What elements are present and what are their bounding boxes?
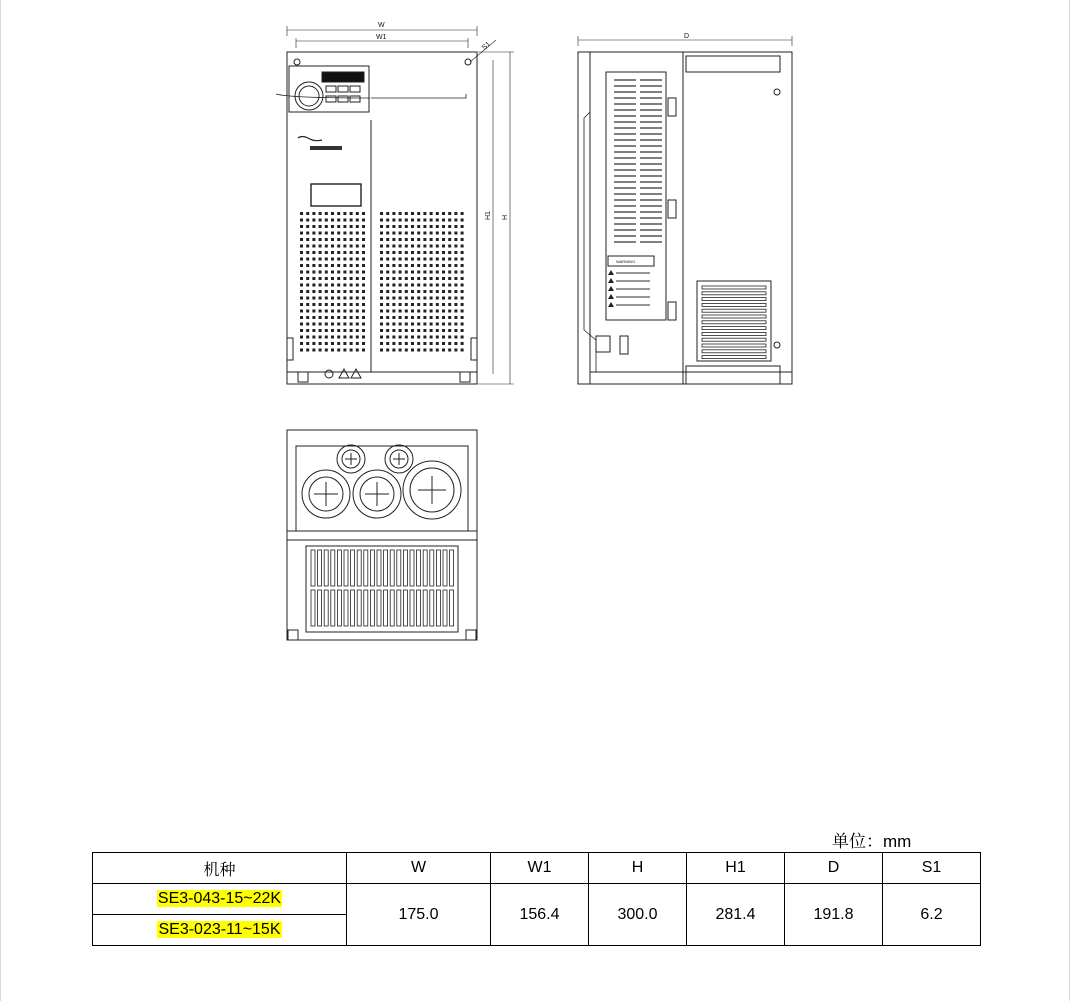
side-warning-label: WARNING: [616, 259, 636, 264]
value-s1: 6.2: [883, 884, 981, 946]
header-d: D: [785, 853, 883, 884]
dim-label-w: W: [378, 22, 385, 29]
header-model: 机种: [93, 853, 347, 884]
dim-label-s1: S1: [481, 40, 493, 52]
header-h: H: [589, 853, 687, 884]
dim-label-d: D: [684, 33, 690, 40]
bottom-view: [287, 430, 477, 640]
front-vent-grid-right: [380, 212, 464, 352]
side-vent-slots: [702, 286, 766, 359]
header-h1: H1: [687, 853, 785, 884]
header-w: W: [347, 853, 491, 884]
unit-label: 单位：mm: [832, 832, 912, 851]
value-w: 175.0: [347, 884, 491, 946]
dimension-table: [92, 852, 981, 946]
dim-label-h: H: [502, 214, 509, 220]
value-w1: 156.4: [491, 884, 589, 946]
table-header-row: [93, 853, 981, 884]
side-label-text-lines: [608, 80, 662, 307]
value-h: 300.0: [589, 884, 687, 946]
dim-label-h1: H1: [485, 211, 492, 220]
model-cell: [93, 884, 347, 915]
model-name: SE3-023-11~15K: [158, 921, 281, 938]
table-row: [93, 884, 981, 915]
dim-label-w1: W1: [376, 34, 387, 41]
model-name: SE3-043-15~22K: [157, 890, 282, 907]
front-vent-grid-left: [300, 212, 365, 352]
header-s1: S1: [883, 853, 981, 884]
value-d: 191.8: [785, 884, 883, 946]
side-view: [578, 33, 792, 384]
header-w1: W1: [491, 853, 589, 884]
value-h1: 281.4: [687, 884, 785, 946]
bottom-vent-slots: [311, 550, 454, 626]
model-cell: [93, 915, 347, 946]
